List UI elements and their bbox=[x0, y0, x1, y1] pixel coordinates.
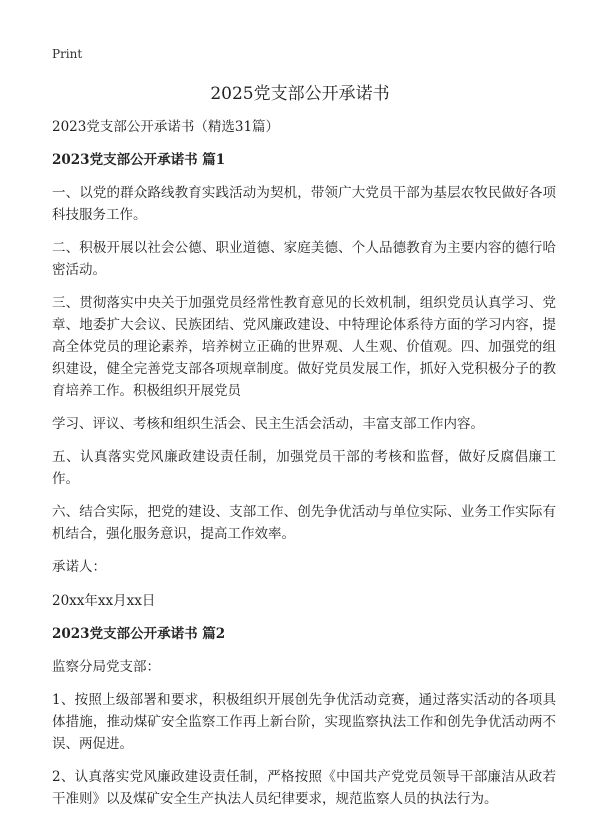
document-subtitle: 2023党支部公开承诺书（精选31篇） bbox=[52, 119, 280, 135]
paragraph: 二、积极开展以社会公德、职业道德、家庭美德、个人品德教育为主要内容的德行哈密活动。 bbox=[52, 240, 556, 278]
section-2 bbox=[52, 624, 556, 810]
paragraph: 三、贯彻落实中央关于加强党员经常性教育意见的长效机制，组织党员认真学习、党章、地委扩大会议、民族团结、党风廉政建设、中特理论体系待方面的学习内容，提高全体党员的理论素养，培养树立正确的世界观、人生观、价值观。四、加强党的组织建设，健全完善党支部各项规章制度。做好党员发展工作，抓好入党积极分子的教育培养工作。积极组织开展党员 bbox=[52, 295, 556, 399]
signature-label: 承诺人： bbox=[52, 559, 106, 575]
paragraph: 2、认真落实党风廉政建设责任制，严格按照《中国共产党党员领导干部廉洁从政若干准则》以及煤矿安全生产执法人员纪律要求，规范监察人员的执法行为。 bbox=[52, 769, 556, 807]
page-title: 2025党支部公开承诺书 bbox=[210, 84, 390, 104]
paragraph: 一、以党的群众路线教育实践活动为契机，带领广大党员干部为基层农牧民做好各项科技服务工作。 bbox=[52, 185, 556, 223]
paragraph: 六、结合实际，把党的建设、支部工作、创先争优活动与单位实际、业务工作实际有机结合，强化服务意识，提高工作效率。 bbox=[52, 504, 556, 542]
section-heading: 2023党支部公开承诺书 篇2 bbox=[52, 626, 226, 642]
section-1 bbox=[52, 150, 556, 612]
paragraph: 监察分局党支部： bbox=[52, 659, 160, 675]
date-line: 20xx年xx月xx日 bbox=[52, 593, 156, 609]
paragraph: 学习、评议、考核和组织生活会、民主生活会活动，丰富支部工作内容。 bbox=[52, 416, 484, 432]
section-heading: 2023党支部公开承诺书 篇1 bbox=[52, 152, 226, 168]
paragraph: 1、按照上级部署和要求，积极组织开展创先争优活动竞赛，通过落实活动的各项具体措施，推动煤矿安全监察工作再上新台阶，实现监察执法工作和创先争优活动两不误、两促进。 bbox=[52, 692, 556, 752]
print-link[interactable]: Print bbox=[52, 47, 83, 61]
paragraph: 五、认真落实党风廉政建设责任制，加强党员干部的考核和监督，做好反腐倡廉工作。 bbox=[52, 449, 556, 487]
document-body bbox=[52, 117, 556, 821]
